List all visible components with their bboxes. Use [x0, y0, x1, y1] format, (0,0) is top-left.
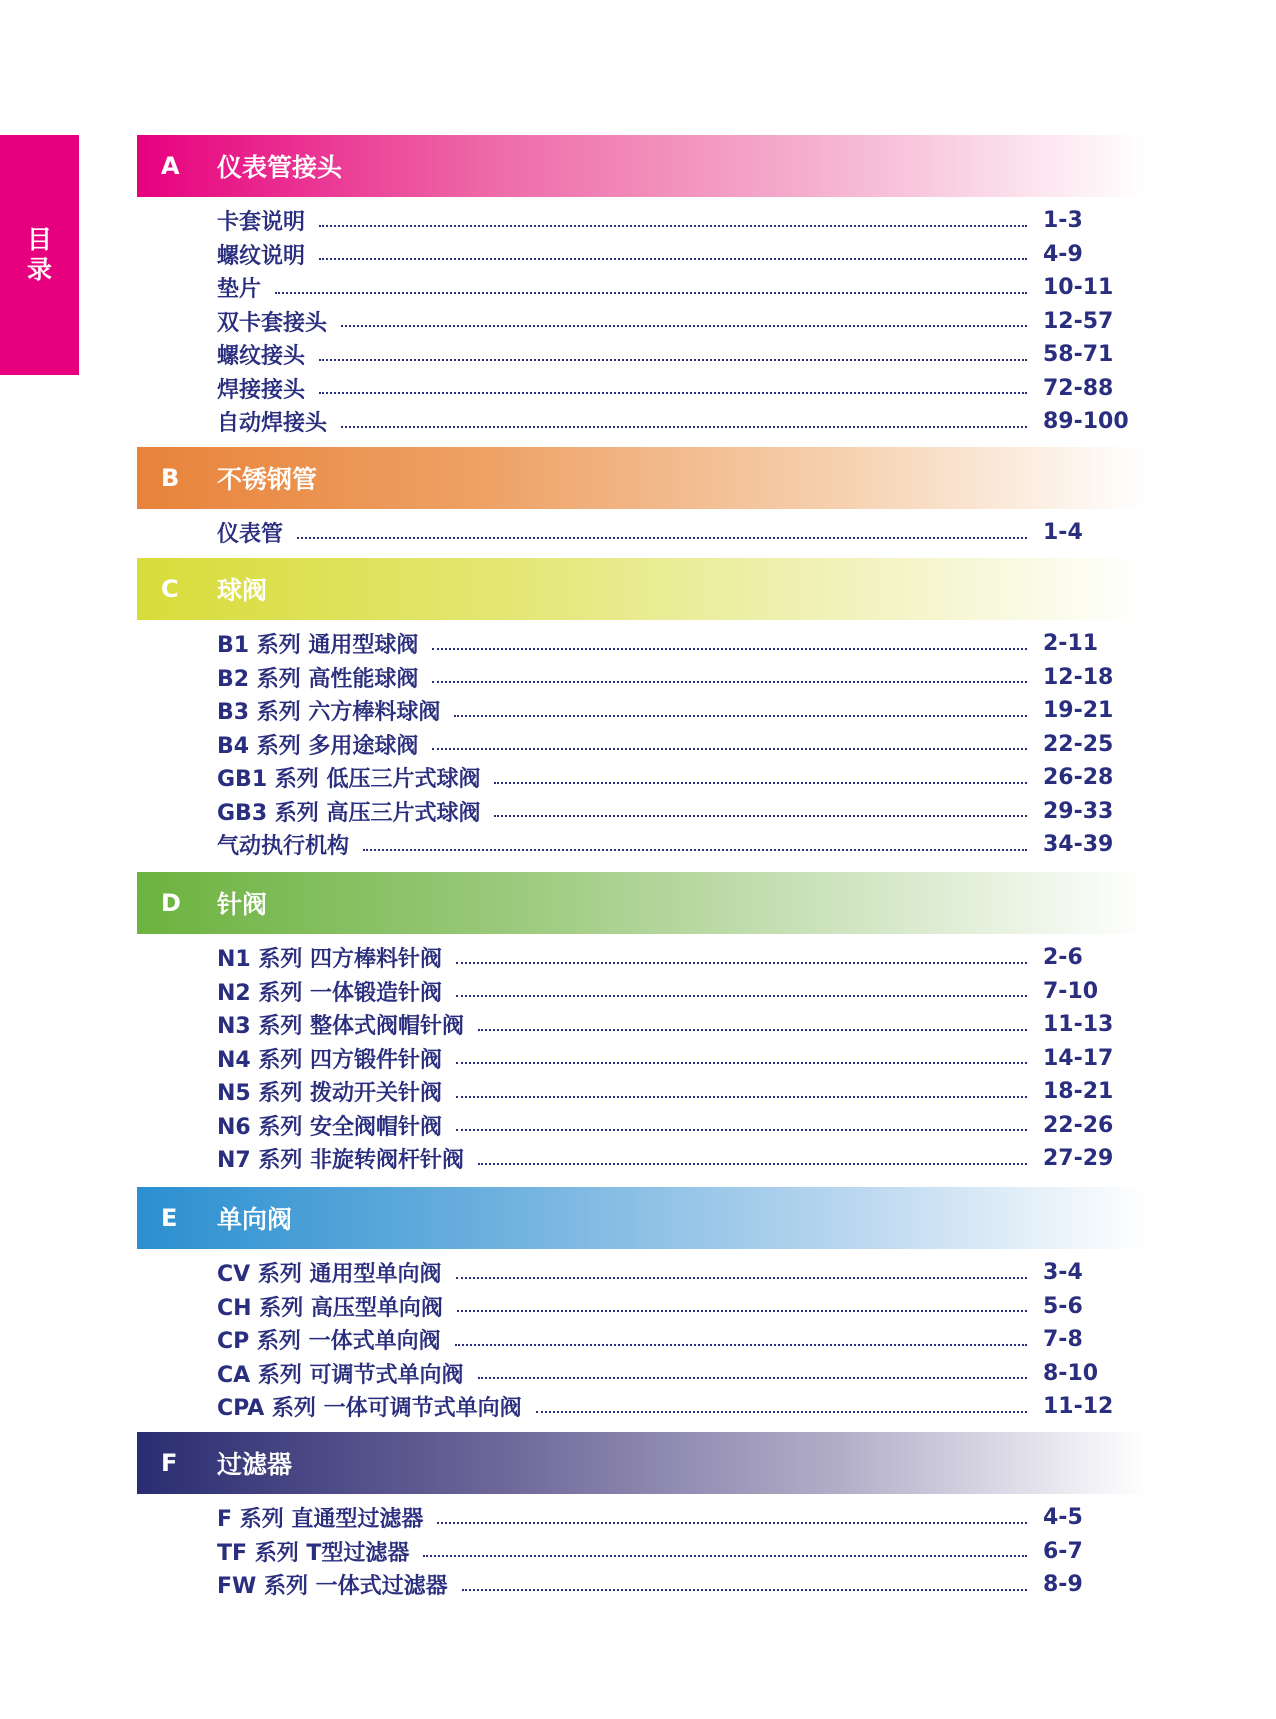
toc-entry[interactable]	[217, 271, 1147, 305]
section-letter: D	[161, 889, 181, 917]
entry-label: B4 系列 多用途球阀	[217, 733, 419, 759]
entry-label: 焊接接头	[217, 377, 306, 403]
toc-entry[interactable]	[217, 1008, 1147, 1042]
entry-pages: 58-71	[1043, 342, 1114, 368]
entry-label: 气动执行机构	[217, 834, 350, 860]
dot-leader	[423, 1555, 1027, 1557]
section-c	[137, 558, 1147, 862]
section-header[interactable]	[137, 447, 1147, 509]
dot-leader	[456, 1129, 1027, 1131]
toc-entry[interactable]	[217, 1323, 1147, 1357]
dot-leader	[437, 1522, 1027, 1524]
toc-entry[interactable]	[217, 1357, 1147, 1391]
entry-pages: 2-11	[1043, 631, 1099, 657]
section-b	[137, 447, 1147, 550]
entry-label: F 系列 直通型过滤器	[217, 1507, 424, 1533]
toc-entry[interactable]	[217, 238, 1147, 272]
toc-entry[interactable]	[217, 761, 1147, 795]
entry-pages: 1-4	[1043, 520, 1083, 546]
toc-entry[interactable]	[217, 694, 1147, 728]
section-letter: F	[161, 1449, 178, 1477]
entry-pages: 34-39	[1043, 832, 1114, 858]
entry-label: 卡套说明	[217, 210, 306, 236]
section-header[interactable]	[137, 135, 1147, 197]
dot-leader	[432, 681, 1027, 683]
toc-entry[interactable]	[217, 941, 1147, 975]
entry-label: GB3 系列 高压三片式球阀	[217, 800, 481, 826]
section-title: 仪表管接头	[217, 153, 343, 182]
entry-label: CPA 系列 一体可调节式单向阀	[217, 1396, 522, 1422]
section-letter: B	[161, 464, 180, 492]
dot-leader	[456, 962, 1027, 964]
entry-pages: 11-13	[1043, 1012, 1114, 1038]
entry-label: TF 系列 T型过滤器	[217, 1540, 410, 1566]
toc-entry[interactable]	[217, 1501, 1147, 1535]
section-title: 过滤器	[217, 1450, 293, 1479]
entry-label: 仪表管	[217, 522, 284, 548]
entry-label: 自动焊接头	[217, 411, 328, 437]
toc-entry[interactable]	[217, 627, 1147, 661]
entry-pages: 89-100	[1043, 409, 1129, 435]
toc-entry[interactable]	[217, 975, 1147, 1009]
entry-pages: 4-5	[1043, 1505, 1083, 1531]
dot-leader	[456, 995, 1027, 997]
entry-label: N1 系列 四方棒料针阀	[217, 947, 443, 973]
entry-pages: 7-10	[1043, 978, 1099, 1004]
section-title: 球阀	[217, 576, 268, 605]
dot-leader	[341, 325, 1027, 327]
toc-entry[interactable]	[217, 1535, 1147, 1569]
toc-entry[interactable]	[217, 338, 1147, 372]
section-letter: E	[161, 1204, 178, 1232]
entry-pages: 1-3	[1043, 208, 1083, 234]
section-header[interactable]	[137, 558, 1147, 620]
entry-pages: 5-6	[1043, 1293, 1083, 1319]
toc-entry[interactable]	[217, 1109, 1147, 1143]
side-tab-char: 录	[26, 255, 52, 284]
toc-entry[interactable]	[217, 728, 1147, 762]
dot-leader	[319, 258, 1027, 260]
toc-entry[interactable]	[217, 828, 1147, 862]
entry-label: N7 系列 非旋转阀杆针阀	[217, 1148, 465, 1174]
toc-entry[interactable]	[217, 405, 1147, 439]
section-title: 针阀	[217, 890, 268, 919]
entry-pages: 14-17	[1043, 1045, 1114, 1071]
section-title: 单向阀	[217, 1205, 293, 1234]
entry-label: CH 系列 高压型单向阀	[217, 1295, 443, 1321]
entry-pages: 8-9	[1043, 1572, 1083, 1598]
toc-entry[interactable]	[217, 661, 1147, 695]
dot-leader	[478, 1163, 1027, 1165]
entry-label: N3 系列 整体式阀帽针阀	[217, 1014, 465, 1040]
dot-leader	[478, 1029, 1027, 1031]
toc-entry[interactable]	[217, 1042, 1147, 1076]
dot-leader	[319, 225, 1027, 227]
dot-leader	[478, 1377, 1028, 1379]
toc-entry[interactable]	[217, 1256, 1147, 1290]
entry-label: N5 系列 拨动开关针阀	[217, 1081, 443, 1107]
dot-leader	[432, 648, 1027, 650]
entry-label: N4 系列 四方锻件针阀	[217, 1047, 443, 1073]
dot-leader	[319, 392, 1027, 394]
section-a	[137, 135, 1147, 439]
toc-entry[interactable]	[217, 1290, 1147, 1324]
entry-label: 垫片	[217, 277, 262, 303]
dot-leader	[432, 748, 1027, 750]
toc-entry[interactable]	[217, 204, 1147, 238]
entry-pages: 4-9	[1043, 241, 1083, 267]
toc-entry[interactable]	[217, 305, 1147, 339]
entry-pages: 6-7	[1043, 1538, 1083, 1564]
toc-entry[interactable]	[217, 516, 1147, 550]
dot-leader	[275, 292, 1027, 294]
section-f	[137, 1432, 1147, 1602]
entry-pages: 2-6	[1043, 945, 1083, 971]
entry-pages: 72-88	[1043, 375, 1114, 401]
dot-leader	[455, 1344, 1027, 1346]
entry-label: N2 系列 一体锻造针阀	[217, 980, 443, 1006]
toc-entry[interactable]	[217, 1142, 1147, 1176]
dot-leader	[341, 426, 1027, 428]
section-header[interactable]	[137, 872, 1147, 934]
dot-leader	[456, 1062, 1027, 1064]
entry-pages: 22-26	[1043, 1112, 1114, 1138]
entry-label: GB1 系列 低压三片式球阀	[217, 767, 481, 793]
entry-label: N6 系列 安全阀帽针阀	[217, 1114, 443, 1140]
dot-leader	[456, 1096, 1027, 1098]
dot-leader	[319, 359, 1027, 361]
dot-leader	[494, 782, 1027, 784]
entry-pages: 12-57	[1043, 308, 1114, 334]
toc-entry[interactable]	[217, 1075, 1147, 1109]
entry-label: FW 系列 一体式过滤器	[217, 1574, 448, 1600]
entry-label: CP 系列 一体式单向阀	[217, 1329, 441, 1355]
dot-leader	[363, 849, 1027, 851]
toc-entry[interactable]	[217, 1568, 1147, 1602]
section-d	[137, 872, 1147, 1176]
entry-pages: 19-21	[1043, 698, 1114, 724]
section-letter: C	[161, 575, 179, 603]
toc-entry[interactable]	[217, 795, 1147, 829]
entry-pages: 29-33	[1043, 798, 1114, 824]
dot-leader	[456, 1277, 1028, 1279]
section-letter: A	[161, 152, 180, 180]
entry-pages: 11-12	[1043, 1394, 1114, 1420]
dot-leader	[457, 1310, 1027, 1312]
entry-pages: 8-10	[1043, 1360, 1099, 1386]
entry-label: B3 系列 六方棒料球阀	[217, 700, 441, 726]
entry-label: 螺纹接头	[217, 344, 306, 370]
entry-label: 双卡套接头	[217, 310, 328, 336]
entry-pages: 22-25	[1043, 731, 1114, 757]
entry-label: 螺纹说明	[217, 243, 306, 269]
entry-label: CV 系列 通用型单向阀	[217, 1262, 442, 1288]
entry-label: B1 系列 通用型球阀	[217, 633, 419, 659]
entry-pages: 10-11	[1043, 275, 1114, 301]
side-tab-toc	[0, 135, 79, 375]
dot-leader	[462, 1589, 1027, 1591]
entry-pages: 3-4	[1043, 1260, 1083, 1286]
entry-pages: 27-29	[1043, 1146, 1114, 1172]
section-e	[137, 1187, 1147, 1424]
section-header[interactable]	[137, 1432, 1147, 1494]
entry-pages: 18-21	[1043, 1079, 1114, 1105]
toc-entry[interactable]	[217, 1390, 1147, 1424]
entry-label: B2 系列 高性能球阀	[217, 666, 419, 692]
entry-pages: 12-18	[1043, 664, 1114, 690]
toc-entry[interactable]	[217, 372, 1147, 406]
dot-leader	[454, 715, 1027, 717]
side-tab-char: 目	[26, 225, 52, 254]
section-title: 不锈钢管	[217, 465, 318, 494]
entry-pages: 26-28	[1043, 765, 1114, 791]
dot-leader	[536, 1411, 1027, 1413]
dot-leader	[297, 537, 1027, 539]
dot-leader	[494, 815, 1027, 817]
entry-label: CA 系列 可调节式单向阀	[217, 1362, 464, 1388]
entry-pages: 7-8	[1043, 1327, 1083, 1353]
section-header[interactable]	[137, 1187, 1147, 1249]
